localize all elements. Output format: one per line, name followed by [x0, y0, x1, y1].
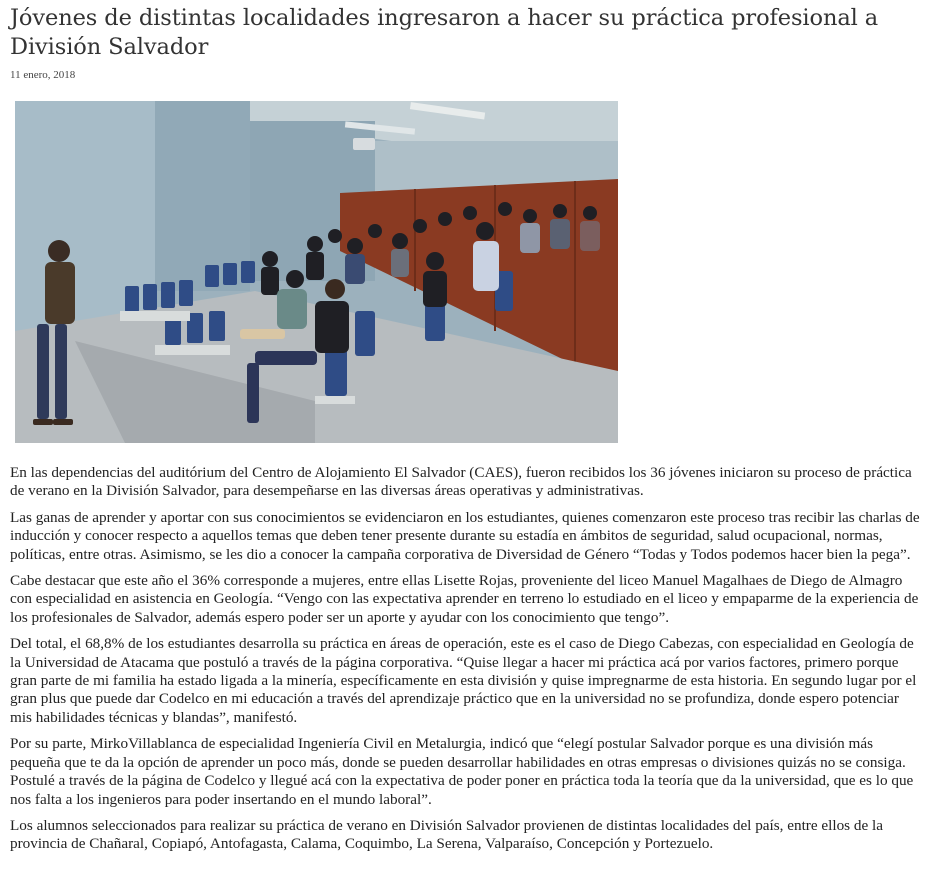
article-photo[interactable] [15, 101, 618, 443]
article-date: 11 enero, 2018 [10, 69, 76, 81]
article-body [10, 464, 920, 862]
article-paragraph: Por su parte, MirkoVillablanca de especialidad Ingeniería Civil en Metalurgia, indicó que “elegí postular Salvador porque es una división más pequeña que te da la opción de aprender un poco más, donde se pueden desarrollar habilidades en otras empresas o divisiones quizás no se consiga. Postulé a través de la página de Codelco y llegué acá con la expectativa de poder poner en práctica toda la teoría que da la universidad, que es lo que nos falta a los ingenieros para poder insertando en el mundo laboral”. [10, 735, 914, 808]
auditorium-students-photo [15, 101, 618, 443]
article-paragraph: Los alumnos seleccionados para realizar su práctica de verano en División Salvador provienen de distintas localidades del país, entre ellos de la provincia de Chañaral, Copiapó, Antofagasta, Calama, Coquimbo, La Serena, Valparaíso, Concepción y Portezuelo. [10, 816, 883, 853]
news-article [10, 0, 920, 853]
article-paragraph: En las dependencias del auditórium del Centro de Alojamiento El Salvador (CAES), fueron recibidos los 36 jóvenes iniciaron su proceso de práctica de verano en la División Salvador, para desempeñarse en las diversas áreas operativas y administrativas. [10, 464, 912, 500]
article-title: Jóvenes de distintas localidades ingresaron a hacer su práctica profesional a División Salvador [10, 5, 879, 60]
article-paragraph: Las ganas de aprender y aportar con sus conocimientos se evidenciaron en los estudiantes, quienes comenzaron este proceso tras recibir las charlas de inducción y conocer respecto a aquellos temas que deben tener presente durante su estadía en ámbitos de seguridad, salud ocupacional, normas, políticas, entre otras. Asimismo, se les dio a conocer la campaña corporativa de Diversidad de Género “Todas y Todos podemos hacer bien la pega”. [10, 508, 920, 563]
article-paragraph: Cabe destacar que este año el 36% corresponde a mujeres, entre ellas Lisette Rojas, proveniente del liceo Manuel Magalhaes de Diego de Almagro con especialidad en asistencia en Geología. “Vengo con las expectativa aprender en terreno lo estudiado en el liceo y empaparme de la experiencia de los profesionales de Salvador, además espero poder ser un aporte y ayudar con los conocimiento que tengo”. [10, 572, 919, 626]
article-paragraph: Del total, el 68,8% de los estudiantes desarrolla su práctica en áreas de operación, este es el caso de Diego Cabezas, con especialidad en Geología de la Universidad de Atacama que postuló a través de la página corporativa. “Quise llegar a hacer mi práctica acá por varios factores, primero porque gran parte de mi familia ha estado ligada a la minería, específicamente en esta división y quise impregnarme de esta historia. En segundo lugar por el gran plus que puede dar Codelco en mi educación a través del aprendizaje práctico que en la universidad no se profundiza, donde espero potenciar mis habilidades técnicas y blandas”, manifestó. [10, 635, 917, 726]
